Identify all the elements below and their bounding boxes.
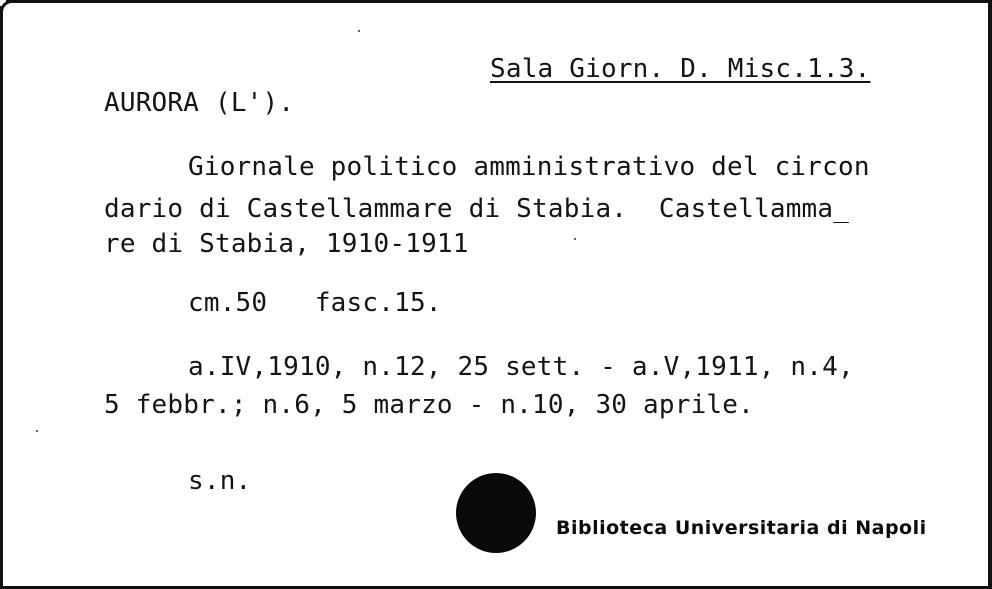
- description-line-1: Giornale politico amministrativo del circon: [188, 152, 870, 182]
- shelfmark: Sala Giorn. D. Misc.1.3.: [490, 54, 871, 84]
- card-corner: [0, 0, 14, 14]
- card-border-top: [6, 0, 990, 3]
- library-stamp-dot: [456, 473, 536, 553]
- scan-speck: [36, 430, 38, 432]
- holdings-line-2: 5 febbr.; n.6, 5 marzo - n.10, 30 aprile.: [104, 390, 754, 420]
- holdings-line-1: a.IV,1910, n.12, 25 sett. - a.V,1911, n.4,: [188, 352, 854, 382]
- physical-format: cm.50 fasc.15.: [188, 288, 442, 318]
- library-stamp: Biblioteca Universitaria di Napoli: [556, 517, 927, 539]
- description-line-3: re di Stabia, 1910-1911: [104, 229, 469, 259]
- scan-speck: [574, 238, 576, 240]
- publisher-note: s.n.: [188, 466, 252, 496]
- card-border-left: [0, 6, 3, 589]
- scan-speck: [358, 30, 360, 32]
- record-title: AURORA (L').: [104, 88, 295, 118]
- description-line-2: dario di Castellammare di Stabia. Castellamma_: [104, 194, 850, 224]
- card-border-right: [988, 0, 992, 589]
